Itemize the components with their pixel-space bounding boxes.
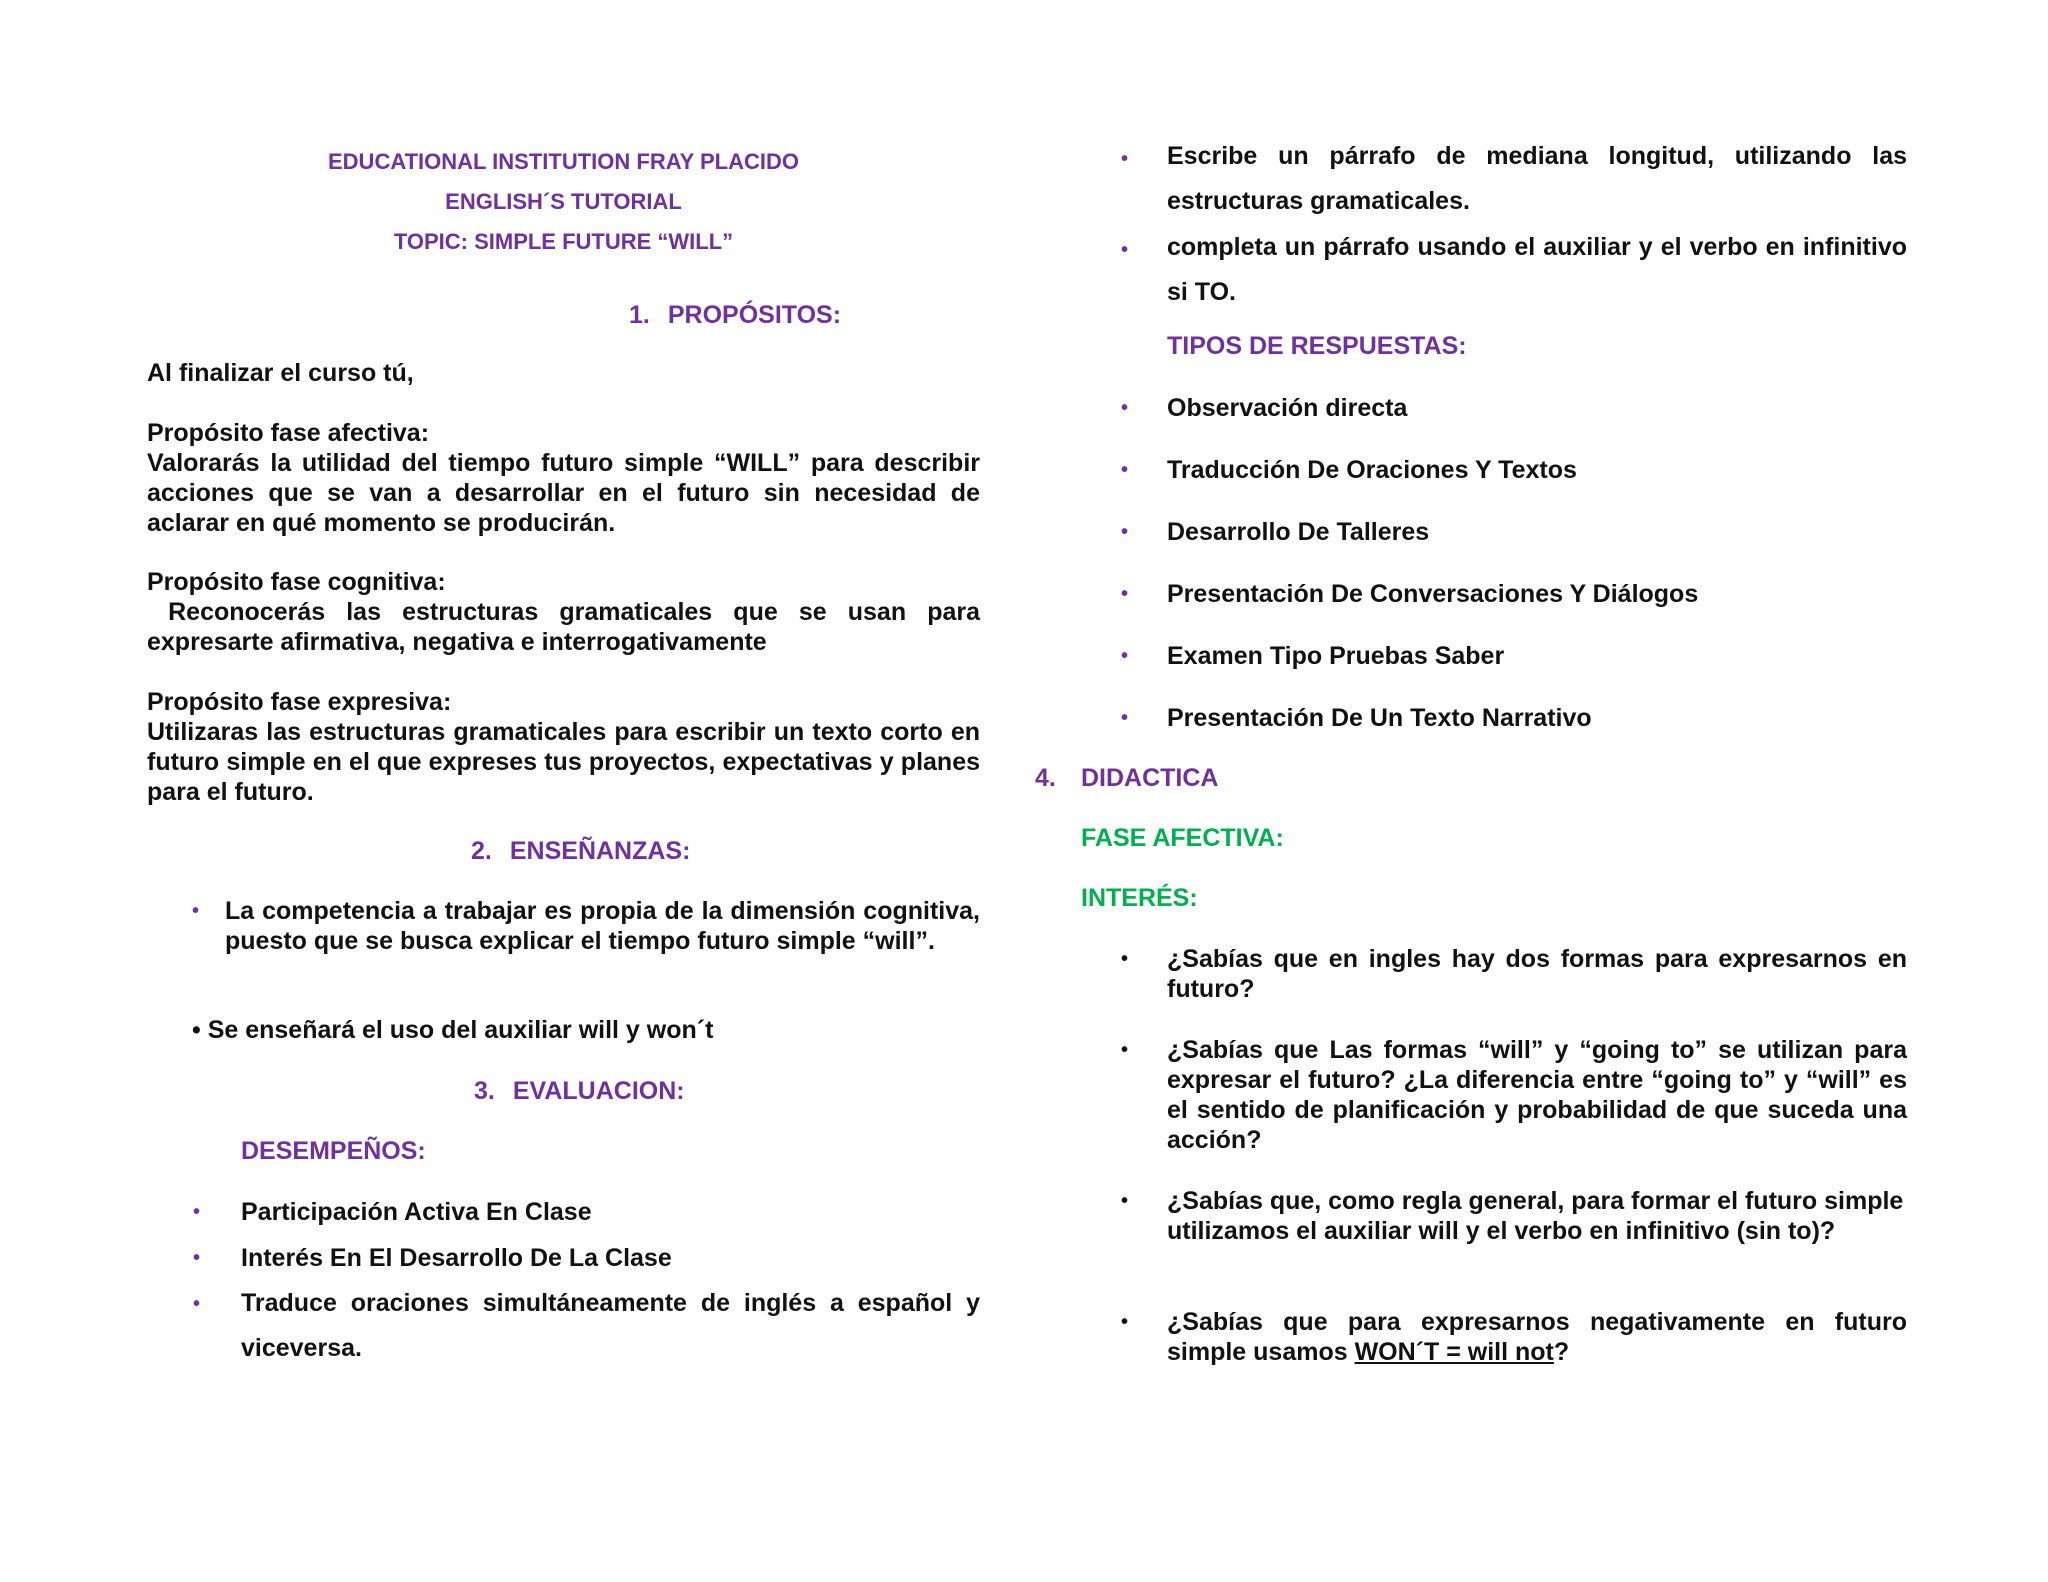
fase-afectiva-label: FASE AFECTIVA:: [1081, 824, 1284, 852]
question-text: ¿Sabías que Las formas “will” y “going to” se utilizan para expresar el futuro? ¿La diferencia entre “going to” y “will” es el sentido de planificación y probabilidad de que suceda una acción?: [1167, 1036, 1907, 1154]
question-item: [1022, 1186, 1907, 1246]
institution-title: EDUCATIONAL INSTITUTION FRAY PLACIDO: [328, 149, 799, 174]
question-item: [1022, 1307, 1907, 1367]
bullet-icon: •: [193, 1247, 201, 1269]
desempeno-item: [147, 1197, 980, 1227]
tipo-item: [1022, 579, 1907, 609]
section-3-title: EVALUACION:: [512, 1077, 685, 1105]
tipo-item: [1022, 455, 1907, 485]
desempenos-label: DESEMPEÑOS:: [241, 1137, 426, 1165]
bullet-icon: •: [1121, 239, 1129, 261]
afectiva-label: Propósito fase afectiva:: [147, 419, 430, 447]
bullet-icon: •: [1121, 459, 1129, 481]
tutorial-title: ENGLISH´S TUTORIAL: [445, 189, 682, 214]
tipo-text: Presentación De Un Texto Narrativo: [1167, 704, 1592, 732]
section-2-number: 2.: [471, 837, 492, 865]
section-1-number: 1.: [629, 301, 650, 329]
section-4-number: 4.: [1035, 764, 1056, 792]
desempeno-item: [147, 1289, 980, 1371]
ensenanza-item-2: • Se enseñará el uso del auxiliar will y won´t: [192, 1016, 714, 1044]
desempeno-text: completa un párrafo usando el auxiliar y el verbo en infinitivo si TO.: [1167, 233, 1907, 306]
bullet-icon: •: [1121, 1190, 1129, 1212]
bullet-icon: •: [1121, 1311, 1129, 1333]
question-text: ¿Sabías que, como regla general, para formar el futuro simple utilizamos el auxiliar will y el verbo en infinitivo (sin to)?: [1167, 1187, 1904, 1245]
afectiva-text: Valorarás la utilidad del tiempo futuro simple “WILL” para describir acciones que se van a desarrollar en el futuro sin necesidad de aclarar en qué momento se producirán.: [147, 449, 980, 537]
tipo-item: [1022, 703, 1907, 733]
ensenanza-item-1: [147, 896, 980, 956]
bullet-icon: •: [1121, 948, 1129, 970]
section-3-number: 3.: [474, 1077, 495, 1105]
cognitiva-text: Reconocerás las estructuras gramaticales que se usan para expresarte afirmativa, negativa e interrogativamente: [147, 598, 987, 656]
tipo-item: [1022, 517, 1907, 547]
bullet-icon: •: [1121, 397, 1129, 419]
tipos-label: TIPOS DE RESPUESTAS:: [1167, 332, 1467, 360]
section-1-title: PROPÓSITOS:: [667, 301, 842, 329]
bullet-icon: •: [193, 1201, 201, 1223]
section-2-title: ENSEÑANZAS:: [509, 837, 691, 865]
wont-definition: WON´T = will not: [1354, 1338, 1554, 1366]
topic-title: TOPIC: SIMPLE FUTURE “WILL”: [393, 229, 734, 254]
desempeno-text: Interés En El Desarrollo De La Clase: [241, 1244, 672, 1272]
question-4-text: ¿Sabías que para expresarnos negativamente en futuro simple usamos: [1167, 1308, 1907, 1366]
expresiva-label: Propósito fase expresiva:: [147, 688, 452, 716]
bullet-icon: •: [193, 1293, 201, 1315]
section-4-heading: [1035, 763, 1907, 793]
desempeno-text: Participación Activa En Clase: [241, 1198, 592, 1226]
section-3-heading: [147, 1076, 980, 1106]
tipo-text: Desarrollo De Talleres: [1167, 518, 1430, 546]
desempeno-text: Escribe un párrafo de mediana longitud, utilizando las estructuras gramaticales.: [1167, 142, 1907, 215]
bullet-icon: •: [1121, 645, 1129, 667]
expresiva-text: Utilizaras las estructuras gramaticales para escribir un texto corto en futuro simple en el que expreses tus proyectos, expectativas y planes para el futuro.: [147, 718, 980, 806]
section-4-title: DIDACTICA: [1081, 764, 1219, 792]
question-text: [1167, 1307, 1907, 1367]
bullet-icon: •: [1121, 1039, 1129, 1061]
intro-text: Al finalizar el curso tú,: [147, 359, 414, 387]
tipo-item: [1022, 641, 1907, 671]
desempeno-item: [1022, 233, 1907, 315]
tipo-text: Examen Tipo Pruebas Saber: [1167, 642, 1505, 670]
question-4-end: ?: [1553, 1338, 1570, 1366]
tipo-text: Observación directa: [1167, 394, 1408, 422]
section-2-heading: [147, 836, 980, 866]
desempeno-item: [1022, 142, 1907, 224]
question-item: [1022, 1035, 1907, 1155]
tipo-text: Presentación De Conversaciones Y Diálogos: [1167, 580, 1699, 608]
tipo-item: [1022, 393, 1907, 423]
question-text: ¿Sabías que en ingles hay dos formas para expresarnos en futuro?: [1167, 945, 1907, 1003]
bullet-icon: •: [192, 900, 200, 922]
interes-label: INTERÉS:: [1081, 884, 1198, 912]
bullet-icon: •: [1121, 707, 1129, 729]
ensenanza-text-1: La competencia a trabajar es propia de la dimensión cognitiva, puesto que se busca explicar el tiempo futuro simple “will”.: [225, 897, 980, 955]
tipo-text: Traducción De Oraciones Y Textos: [1167, 456, 1577, 484]
desempeno-text: Traduce oraciones simultáneamente de inglés a español y viceversa.: [241, 1289, 980, 1362]
cognitiva-label: Propósito fase cognitiva:: [147, 568, 446, 596]
question-item: [1022, 944, 1907, 1004]
bullet-icon: •: [1121, 148, 1129, 170]
desempeno-item: [147, 1243, 980, 1273]
bullet-icon: •: [1121, 583, 1129, 605]
bullet-icon: •: [1121, 521, 1129, 543]
